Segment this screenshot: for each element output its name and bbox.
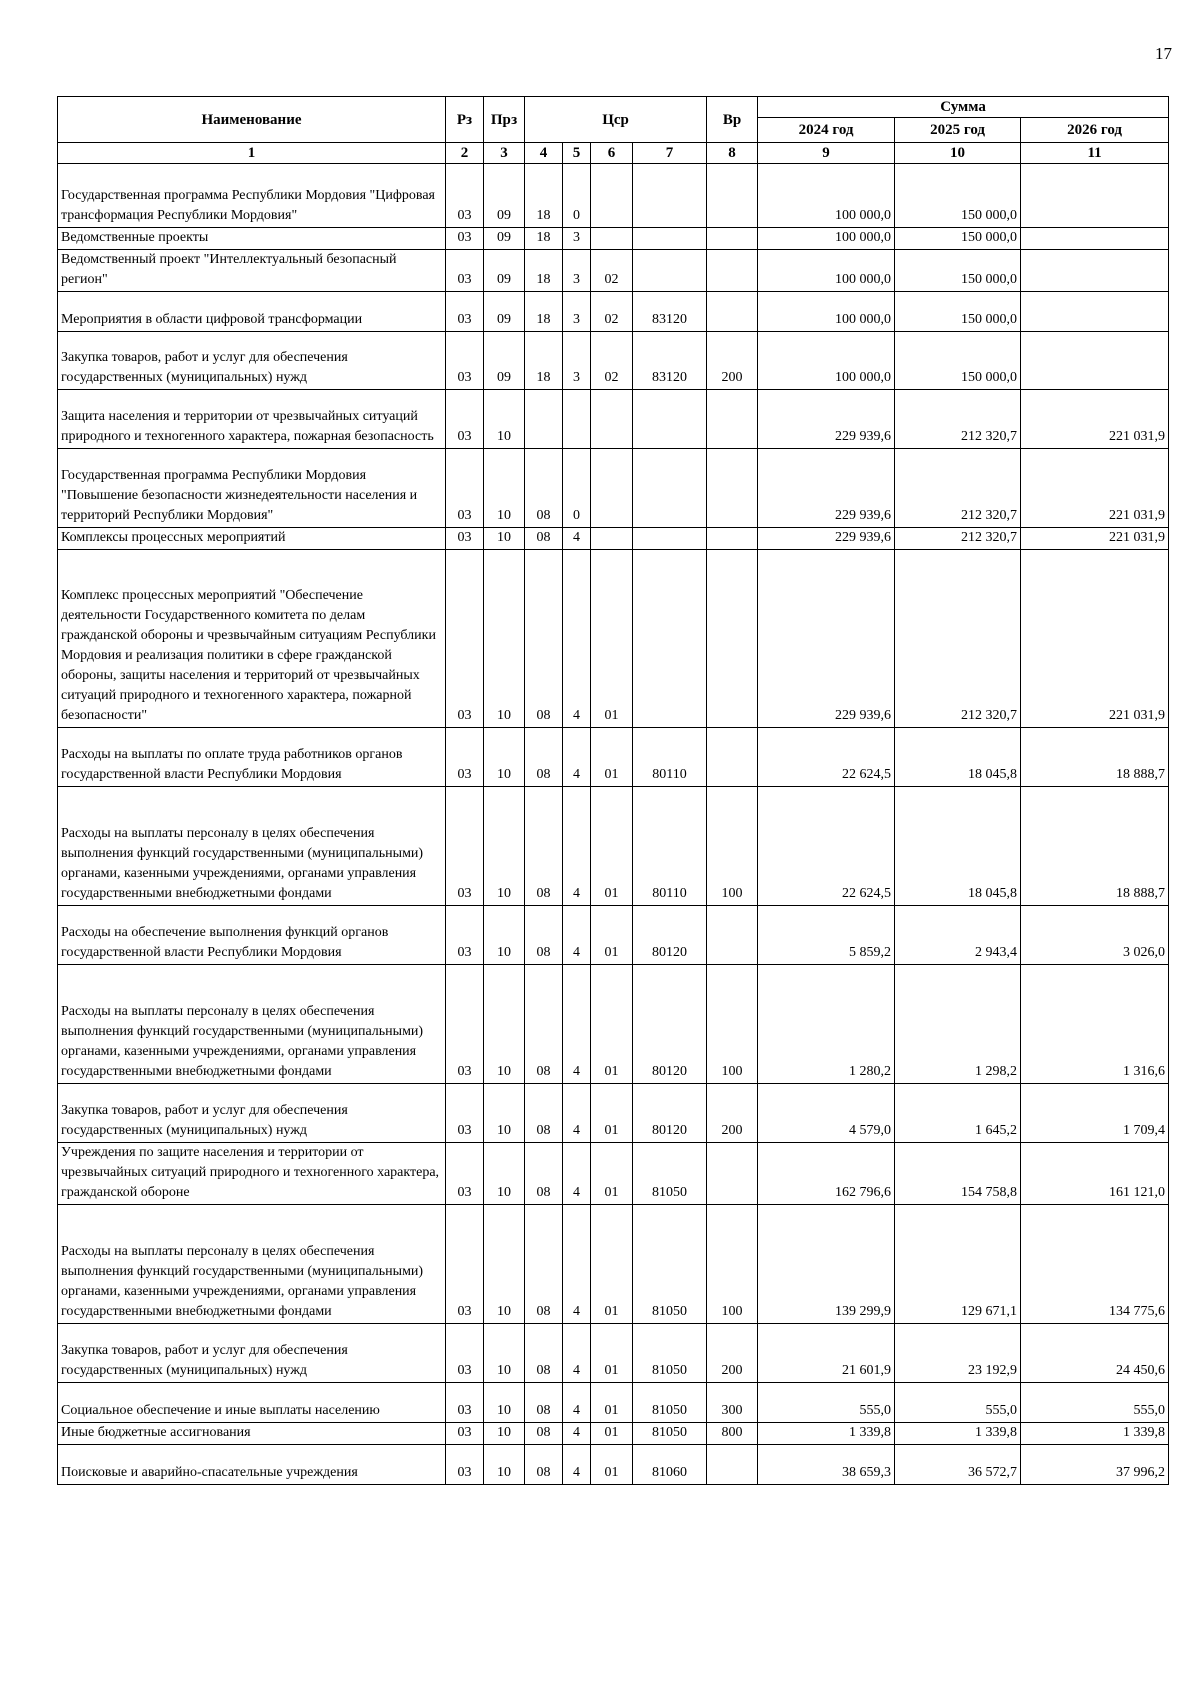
row-name: Закупка товаров, работ и услуг для обеспечения государственных (муниципальных) нужд (58, 332, 446, 390)
row-csr-type: 4 (563, 1423, 591, 1445)
row-vr: 200 (707, 332, 758, 390)
row-amount-2025: 212 320,7 (895, 528, 1021, 550)
row-amount-2024: 22 624,5 (758, 728, 895, 787)
row-csr-structural (591, 528, 633, 550)
row-name: Закупка товаров, работ и услуг для обеспечения государственных (муниципальных) нужд (58, 1324, 446, 1383)
row-csr-program: 08 (525, 1445, 563, 1485)
row-csr-direction (633, 250, 707, 292)
row-csr-type: 0 (563, 164, 591, 228)
row-csr-structural: 02 (591, 332, 633, 390)
row-rz: 03 (446, 1445, 484, 1485)
row-rz: 03 (446, 728, 484, 787)
row-prz: 10 (484, 906, 525, 965)
row-amount-2026: 37 996,2 (1021, 1445, 1169, 1485)
row-amount-2025: 150 000,0 (895, 250, 1021, 292)
row-csr-structural: 01 (591, 1143, 633, 1205)
column-number: 11 (1021, 143, 1169, 164)
row-csr-structural: 01 (591, 906, 633, 965)
row-vr (707, 906, 758, 965)
row-csr-structural: 01 (591, 1383, 633, 1423)
row-csr-type: 4 (563, 906, 591, 965)
row-prz: 09 (484, 292, 525, 332)
table-row (58, 728, 1169, 787)
row-prz: 09 (484, 164, 525, 228)
table-row (58, 228, 1169, 250)
row-csr-type: 4 (563, 528, 591, 550)
row-csr-direction: 80120 (633, 965, 707, 1084)
row-rz: 03 (446, 787, 484, 906)
row-prz: 10 (484, 550, 525, 728)
row-csr-direction: 81050 (633, 1205, 707, 1324)
table-row (58, 292, 1169, 332)
row-csr-program: 08 (525, 728, 563, 787)
row-csr-program: 18 (525, 164, 563, 228)
table-row (58, 787, 1169, 906)
column-number: 4 (525, 143, 563, 164)
row-prz: 10 (484, 1423, 525, 1445)
row-amount-2026: 555,0 (1021, 1383, 1169, 1423)
row-rz: 03 (446, 390, 484, 449)
row-csr-structural (591, 228, 633, 250)
row-amount-2024: 229 939,6 (758, 528, 895, 550)
row-amount-2026 (1021, 164, 1169, 228)
row-amount-2026 (1021, 228, 1169, 250)
row-csr-direction: 80110 (633, 728, 707, 787)
row-csr-structural: 01 (591, 1324, 633, 1383)
row-csr-structural: 01 (591, 1445, 633, 1485)
row-csr-type: 4 (563, 1084, 591, 1143)
row-prz: 10 (484, 449, 525, 528)
row-name: Расходы на выплаты персоналу в целях обеспечения выполнения функций государственными (муниципальными) органами, казенными учреждениями, органами управления государственными внебюджетными фондами (58, 787, 446, 906)
row-amount-2025: 2 943,4 (895, 906, 1021, 965)
row-amount-2024: 229 939,6 (758, 550, 895, 728)
row-prz: 10 (484, 1445, 525, 1485)
row-csr-structural (591, 390, 633, 449)
row-vr: 300 (707, 1383, 758, 1423)
row-csr-direction: 80120 (633, 906, 707, 965)
row-amount-2024: 162 796,6 (758, 1143, 895, 1205)
row-amount-2024: 100 000,0 (758, 332, 895, 390)
column-number: 7 (633, 143, 707, 164)
row-csr-program: 18 (525, 228, 563, 250)
row-csr-structural: 01 (591, 1423, 633, 1445)
row-amount-2026 (1021, 250, 1169, 292)
row-rz: 03 (446, 550, 484, 728)
row-prz: 10 (484, 1143, 525, 1205)
row-amount-2025: 212 320,7 (895, 449, 1021, 528)
column-number: 9 (758, 143, 895, 164)
row-amount-2026: 221 031,9 (1021, 390, 1169, 449)
row-rz: 03 (446, 1423, 484, 1445)
table-row (58, 250, 1169, 292)
header-rz: Рз (446, 97, 484, 143)
row-csr-structural: 01 (591, 1205, 633, 1324)
table-row (58, 965, 1169, 1084)
table-row (58, 550, 1169, 728)
row-csr-program: 08 (525, 1324, 563, 1383)
table-row (58, 1445, 1169, 1485)
row-amount-2026: 18 888,7 (1021, 728, 1169, 787)
row-name: Закупка товаров, работ и услуг для обеспечения государственных (муниципальных) нужд (58, 1084, 446, 1143)
row-prz: 10 (484, 1324, 525, 1383)
row-csr-direction: 80110 (633, 787, 707, 906)
row-csr-structural: 01 (591, 965, 633, 1084)
row-vr (707, 292, 758, 332)
page-number: 17 (1155, 44, 1172, 63)
row-rz: 03 (446, 449, 484, 528)
row-amount-2024: 229 939,6 (758, 390, 895, 449)
row-amount-2024: 100 000,0 (758, 228, 895, 250)
row-name: Государственная программа Республики Мордовия "Цифровая трансформация Республики Мордовия" (58, 164, 446, 228)
row-csr-direction (633, 528, 707, 550)
row-csr-type: 4 (563, 550, 591, 728)
row-name: Расходы на выплаты по оплате труда работников органов государственной власти Республики Мордовия (58, 728, 446, 787)
row-csr-type: 4 (563, 1324, 591, 1383)
header-year-2024: 2024 год (758, 118, 895, 143)
row-name: Иные бюджетные ассигнования (58, 1423, 446, 1445)
row-name: Ведомственный проект "Интеллектуальный безопасный регион" (58, 250, 446, 292)
row-amount-2026: 221 031,9 (1021, 528, 1169, 550)
row-csr-direction (633, 164, 707, 228)
row-name: Учреждения по защите населения и территории от чрезвычайных ситуаций природного и техногенного характера, гражданской обороне (58, 1143, 446, 1205)
row-csr-direction (633, 550, 707, 728)
row-csr-program: 08 (525, 1143, 563, 1205)
table-row (58, 1205, 1169, 1324)
row-csr-direction (633, 390, 707, 449)
row-csr-type: 4 (563, 1205, 591, 1324)
header-csr: Цср (525, 97, 707, 143)
row-csr-structural: 02 (591, 292, 633, 332)
row-csr-program: 08 (525, 965, 563, 1084)
row-name: Ведомственные проекты (58, 228, 446, 250)
row-vr (707, 449, 758, 528)
row-amount-2026: 1 339,8 (1021, 1423, 1169, 1445)
row-csr-structural (591, 164, 633, 228)
row-prz: 10 (484, 787, 525, 906)
row-csr-program: 08 (525, 528, 563, 550)
table-row (58, 1423, 1169, 1445)
row-amount-2024: 100 000,0 (758, 250, 895, 292)
table-header (58, 97, 1169, 164)
row-csr-type: 4 (563, 1143, 591, 1205)
row-amount-2025: 1 645,2 (895, 1084, 1021, 1143)
row-csr-direction (633, 228, 707, 250)
row-csr-direction (633, 449, 707, 528)
row-csr-direction: 80120 (633, 1084, 707, 1143)
row-csr-program: 08 (525, 1383, 563, 1423)
row-csr-direction: 81060 (633, 1445, 707, 1485)
row-amount-2025: 36 572,7 (895, 1445, 1021, 1485)
row-csr-program (525, 390, 563, 449)
row-name: Социальное обеспечение и иные выплаты населению (58, 1383, 446, 1423)
row-csr-program: 18 (525, 332, 563, 390)
row-csr-type: 4 (563, 1445, 591, 1485)
row-csr-program: 08 (525, 1205, 563, 1324)
column-number: 8 (707, 143, 758, 164)
row-csr-program: 08 (525, 906, 563, 965)
row-prz: 10 (484, 965, 525, 1084)
row-rz: 03 (446, 1383, 484, 1423)
table-row (58, 449, 1169, 528)
row-name: Государственная программа Республики Мордовия "Повышение безопасности жизнедеятельности населения и территорий Республики Мордовия" (58, 449, 446, 528)
row-csr-structural: 02 (591, 250, 633, 292)
row-rz: 03 (446, 965, 484, 1084)
row-amount-2024: 21 601,9 (758, 1324, 895, 1383)
row-csr-structural: 01 (591, 1084, 633, 1143)
row-amount-2024: 1 339,8 (758, 1423, 895, 1445)
row-name: Расходы на выплаты персоналу в целях обеспечения выполнения функций государственными (муниципальными) органами, казенными учреждениями, органами управления государственными внебюджетными фондами (58, 965, 446, 1084)
row-amount-2026: 18 888,7 (1021, 787, 1169, 906)
column-number-row (58, 143, 1169, 164)
row-amount-2026: 1 709,4 (1021, 1084, 1169, 1143)
row-rz: 03 (446, 1084, 484, 1143)
row-vr (707, 250, 758, 292)
row-amount-2026: 134 775,6 (1021, 1205, 1169, 1324)
row-name: Расходы на выплаты персоналу в целях обеспечения выполнения функций государственными (муниципальными) органами, казенными учреждениями, органами управления государственными внебюджетными фондами (58, 1205, 446, 1324)
row-amount-2026: 161 121,0 (1021, 1143, 1169, 1205)
column-number: 10 (895, 143, 1021, 164)
row-vr: 200 (707, 1084, 758, 1143)
row-csr-program: 08 (525, 787, 563, 906)
table-row (58, 528, 1169, 550)
row-rz: 03 (446, 292, 484, 332)
row-amount-2025: 150 000,0 (895, 332, 1021, 390)
row-csr-program: 08 (525, 1423, 563, 1445)
row-amount-2025: 18 045,8 (895, 787, 1021, 906)
row-name: Защита населения и территории от чрезвычайных ситуаций природного и техногенного характера, пожарная безопасность (58, 390, 446, 449)
row-amount-2026: 24 450,6 (1021, 1324, 1169, 1383)
row-amount-2025: 154 758,8 (895, 1143, 1021, 1205)
table-row (58, 1324, 1169, 1383)
row-csr-program: 18 (525, 250, 563, 292)
row-rz: 03 (446, 1205, 484, 1324)
row-csr-structural: 01 (591, 550, 633, 728)
row-csr-program: 08 (525, 550, 563, 728)
row-csr-direction: 81050 (633, 1324, 707, 1383)
row-prz: 10 (484, 1084, 525, 1143)
row-prz: 10 (484, 1205, 525, 1324)
row-amount-2025: 150 000,0 (895, 228, 1021, 250)
row-amount-2025: 150 000,0 (895, 292, 1021, 332)
row-vr (707, 164, 758, 228)
row-name: Расходы на обеспечение выполнения функций органов государственной власти Республики Мордовия (58, 906, 446, 965)
row-amount-2024: 100 000,0 (758, 292, 895, 332)
row-amount-2026: 1 316,6 (1021, 965, 1169, 1084)
row-amount-2024: 100 000,0 (758, 164, 895, 228)
column-number: 5 (563, 143, 591, 164)
header-year-2026: 2026 год (1021, 118, 1169, 143)
row-rz: 03 (446, 228, 484, 250)
row-csr-structural: 01 (591, 728, 633, 787)
row-vr (707, 1445, 758, 1485)
row-rz: 03 (446, 1143, 484, 1205)
table-row (58, 332, 1169, 390)
row-prz: 10 (484, 728, 525, 787)
row-amount-2024: 139 299,9 (758, 1205, 895, 1324)
row-name: Поисковые и аварийно-спасательные учреждения (58, 1445, 446, 1485)
row-prz: 09 (484, 228, 525, 250)
row-csr-program: 08 (525, 1084, 563, 1143)
row-amount-2024: 38 659,3 (758, 1445, 895, 1485)
row-prz: 09 (484, 250, 525, 292)
row-amount-2024: 4 579,0 (758, 1084, 895, 1143)
row-csr-type (563, 390, 591, 449)
row-rz: 03 (446, 1324, 484, 1383)
header-prz: Прз (484, 97, 525, 143)
row-rz: 03 (446, 528, 484, 550)
row-amount-2026: 221 031,9 (1021, 449, 1169, 528)
row-csr-program: 08 (525, 449, 563, 528)
row-amount-2026 (1021, 292, 1169, 332)
row-csr-type: 0 (563, 449, 591, 528)
row-amount-2026 (1021, 332, 1169, 390)
table-row (58, 164, 1169, 228)
table-row (58, 1143, 1169, 1205)
row-csr-type: 4 (563, 787, 591, 906)
row-csr-direction: 81050 (633, 1383, 707, 1423)
row-csr-type: 3 (563, 250, 591, 292)
row-vr: 100 (707, 965, 758, 1084)
row-vr (707, 728, 758, 787)
column-number: 1 (58, 143, 446, 164)
row-vr (707, 550, 758, 728)
header-year-2025: 2025 год (895, 118, 1021, 143)
header-vr: Вр (707, 97, 758, 143)
row-rz: 03 (446, 250, 484, 292)
row-vr (707, 228, 758, 250)
row-name: Комплекс процессных мероприятий "Обеспечение деятельности Государственного комитета по делам гражданской обороны и чрезвычайным ситуациям Республики Мордовия и реализация политики в сфере гражданской обороны, защиты населения и территорий от чрезвычайных ситуаций природного и техногенного характера, пожарной безопасности" (58, 550, 446, 728)
row-amount-2025: 18 045,8 (895, 728, 1021, 787)
header-sum: Сумма (758, 97, 1169, 118)
row-vr (707, 390, 758, 449)
table-row (58, 1383, 1169, 1423)
column-number: 2 (446, 143, 484, 164)
row-rz: 03 (446, 906, 484, 965)
row-prz: 10 (484, 390, 525, 449)
table-body (58, 164, 1169, 1485)
row-amount-2024: 5 859,2 (758, 906, 895, 965)
row-amount-2025: 150 000,0 (895, 164, 1021, 228)
column-number: 3 (484, 143, 525, 164)
row-csr-type: 4 (563, 1383, 591, 1423)
header-name: Наименование (58, 97, 446, 143)
column-number: 6 (591, 143, 633, 164)
table-row (58, 1084, 1169, 1143)
row-amount-2026: 3 026,0 (1021, 906, 1169, 965)
row-amount-2025: 212 320,7 (895, 390, 1021, 449)
row-amount-2024: 1 280,2 (758, 965, 895, 1084)
row-rz: 03 (446, 164, 484, 228)
row-amount-2025: 129 671,1 (895, 1205, 1021, 1324)
row-amount-2024: 229 939,6 (758, 449, 895, 528)
row-name: Мероприятия в области цифровой трансформации (58, 292, 446, 332)
row-csr-direction: 81050 (633, 1423, 707, 1445)
row-prz: 10 (484, 528, 525, 550)
row-csr-type: 4 (563, 728, 591, 787)
row-csr-direction: 83120 (633, 292, 707, 332)
row-vr: 800 (707, 1423, 758, 1445)
row-vr (707, 528, 758, 550)
row-amount-2025: 212 320,7 (895, 550, 1021, 728)
row-amount-2025: 23 192,9 (895, 1324, 1021, 1383)
row-prz: 10 (484, 1383, 525, 1423)
table-row (58, 906, 1169, 965)
row-amount-2024: 22 624,5 (758, 787, 895, 906)
row-amount-2025: 1 339,8 (895, 1423, 1021, 1445)
row-csr-type: 3 (563, 228, 591, 250)
row-csr-type: 3 (563, 332, 591, 390)
row-vr: 100 (707, 787, 758, 906)
row-csr-structural (591, 449, 633, 528)
row-name: Комплексы процессных мероприятий (58, 528, 446, 550)
budget-table (57, 96, 1169, 1485)
row-csr-type: 4 (563, 965, 591, 1084)
row-csr-type: 3 (563, 292, 591, 332)
row-amount-2025: 1 298,2 (895, 965, 1021, 1084)
row-amount-2026: 221 031,9 (1021, 550, 1169, 728)
row-amount-2025: 555,0 (895, 1383, 1021, 1423)
row-amount-2024: 555,0 (758, 1383, 895, 1423)
row-vr: 100 (707, 1205, 758, 1324)
row-vr (707, 1143, 758, 1205)
row-vr: 200 (707, 1324, 758, 1383)
row-csr-program: 18 (525, 292, 563, 332)
table-row (58, 390, 1169, 449)
row-csr-structural: 01 (591, 787, 633, 906)
row-prz: 09 (484, 332, 525, 390)
row-rz: 03 (446, 332, 484, 390)
row-csr-direction: 81050 (633, 1143, 707, 1205)
row-csr-direction: 83120 (633, 332, 707, 390)
